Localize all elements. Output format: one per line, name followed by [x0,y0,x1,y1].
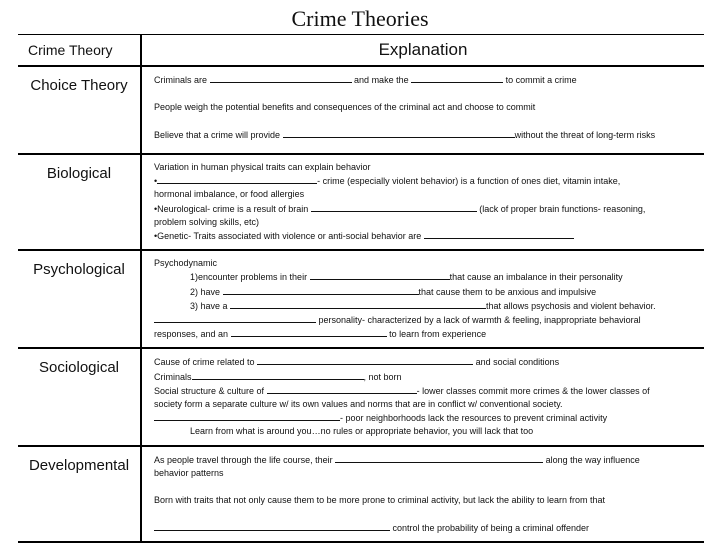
psych-text-4a: 3) have a [190,300,228,311]
choice-text-3b: without the threat of long-term risks [514,130,656,141]
psych-text-5b: personality- characterized by a lack of warmth & feeling, inappropriate behavioral [318,315,641,326]
table-row [18,155,704,251]
explanation-cell-psychological [142,251,704,349]
soc-text-1b: and social conditions [475,357,560,368]
fill-in-blank [310,270,450,280]
bio-text-1: Variation in human physical traits can explain behavior [154,162,371,172]
theory-name-cell [18,251,142,349]
explanation-cell-sociological [142,349,704,446]
theory-name-developmental: Developmental [28,456,130,474]
soc-text-3b: - lower classes commit more crimes & the lower classes of [416,385,650,396]
fill-in-blank [154,411,340,421]
dev-text-1b: along the way influence [545,454,640,465]
table-row [18,447,704,543]
fill-in-blank [154,313,316,323]
soc-text-6: Learn from what is around you…no rules or appropriate behavior, you will lack that too [190,426,534,437]
header-theory: Crime Theory [18,34,142,67]
bio-text-4a: •Neurological- crime is a result of brain [154,203,309,214]
table-row [18,67,704,155]
fill-in-blank [230,299,486,309]
fill-in-blank [411,73,503,83]
dev-text-2: behavior patterns [154,467,224,478]
bio-bullet: • [154,176,158,187]
fill-in-blank [154,521,390,531]
fill-in-blank [192,370,364,380]
theory-name-cell [18,67,142,155]
psych-text-6b: to learn from experience [389,329,487,340]
psych-text-3a: 2) have [190,286,221,297]
choice-text-1b: and make the [354,75,409,85]
soc-text-1a: Cause of crime related to [154,357,255,368]
header-explanation: Explanation [142,34,704,67]
fill-in-blank [267,384,417,394]
table-header-row [18,34,704,67]
bio-text-4b: (lack of proper brain functions- reasoning, [479,203,646,214]
theory-name-cell [18,349,142,446]
soc-text-2a: Criminals [154,371,192,382]
psych-text-4b: that allows psychosis and violent behavior. [486,300,656,311]
dev-text-4b: control the probability of being a criminal offender [392,523,589,534]
theory-name-psychological: Psychological [33,261,125,279]
fill-in-blank [231,327,387,337]
fill-in-blank [157,174,317,184]
bio-text-5: problem solving skills, etc) [154,216,260,227]
fill-in-blank [210,73,352,83]
soc-text-2b: , not born [363,371,402,382]
theory-name-biological: Biological [46,165,112,182]
soc-text-3a: Social structure & culture of [154,385,265,396]
explanation-cell-biological [142,155,704,251]
fill-in-blank [335,453,543,463]
dev-text-3: Born with traits that not only cause them to be more prone to criminal activity, but lack the ability to learn from that [154,495,606,506]
fill-in-blank [424,229,574,239]
choice-text-2: People weigh the potential benefits and consequences of the criminal act and choose to commit [154,102,536,113]
choice-text-1c: to commit a crime [505,75,577,85]
choice-text-1a: Criminals are [154,75,208,85]
psych-text-2b: that cause an imbalance in their personality [449,272,623,283]
fill-in-blank [283,128,515,138]
theory-name-cell [18,155,142,251]
psych-text-6a: responses, and an [154,329,229,340]
psych-text-2a: 1)encounter problems in their [190,272,308,283]
table-row [18,251,704,349]
theory-name-cell [18,447,142,543]
bio-text-6a: •Genetic- Traits associated with violence or anti-social behavior are [154,231,422,242]
soc-text-4: society form a separate culture w/ its own values and norms that are in conflict w/ conventional society. [154,399,563,410]
choice-text-3a: Believe that a crime will provide [154,130,281,141]
psych-text-3b: that cause them to be anxious and impulsive [418,286,597,297]
soc-text-5b: - poor neighborhoods lack the resources to prevent criminal activity [340,413,608,424]
fill-in-blank [257,355,473,365]
explanation-cell-developmental [142,447,704,543]
explanation-cell-choice [142,67,704,155]
crime-theories-table [18,34,704,543]
psych-text-1: Psychodynamic [154,258,218,269]
bio-text-3: hormonal imbalance, or food allergies [154,189,305,200]
fill-in-blank [223,285,419,295]
theory-name-choice: Choice Theory [30,77,128,94]
dev-text-1a: As people travel through the life course, their [154,454,333,465]
theory-name-sociological: Sociological [38,359,120,377]
bio-text-2b: - crime (especially violent behavior) is a function of ones diet, vitamin intake, [317,176,621,187]
fill-in-blank [311,202,477,212]
page-title: Crime Theories [291,6,429,31]
table-row [18,349,704,446]
